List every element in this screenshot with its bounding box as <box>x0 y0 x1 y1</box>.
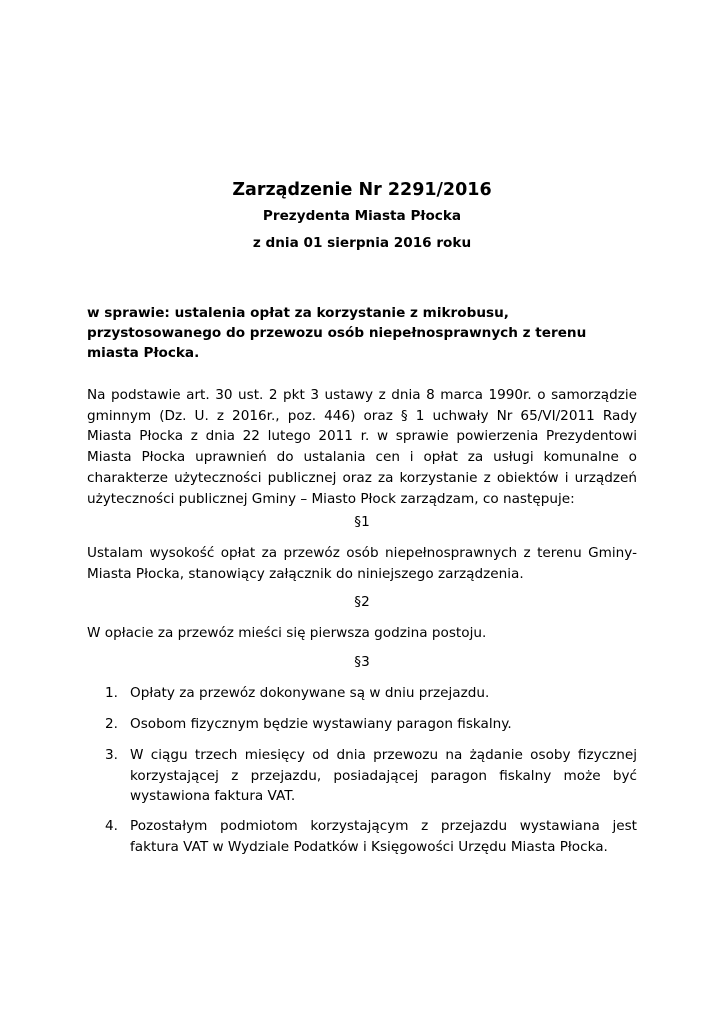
list-item <box>105 816 637 857</box>
list-item <box>105 745 637 807</box>
section-mark-2: §2 <box>354 594 370 610</box>
list-item-number: 3. <box>105 747 118 763</box>
section-1-text: Ustalam wysokość opłat za przewóz osób niepełnosprawnych z terenu Gminy-Miasta Płocka, stanowiący załącznik do niniejszego zarządzenia. <box>87 545 637 582</box>
list-item-number: 1. <box>105 685 118 701</box>
list-item-text: Pozostałym podmiotom korzystającym z przejazdu wystawiana jest faktura VAT w Wydziale Podatków i Księgowości Urzędu Miasta Płocka. <box>130 818 637 855</box>
preamble-paragraph: Na podstawie art. 30 ust. 2 pkt 3 ustawy z dnia 8 marca 1990r. o samorządzie gminnym (Dz. U. z 2016r., poz. 446) oraz § 1 uchwały Nr 65/VI/2011 Rady Miasta Płocka z dnia 22 lutego 2011 r. w sprawie powierzenia Prezydentowi Miasta Płocka uprawnień do ustalania cen i opłat za usługi komunalne o charakterze użyteczności publicznej oraz za korzystanie z obiektów i urządzeń użyteczności publicznej Gminy – Miasto Płock zarządzam, co następuje: <box>87 387 637 507</box>
list-item-number: 4. <box>105 818 118 834</box>
document-issuer: Prezydenta Miasta Płocka <box>262 208 462 224</box>
list-item-text: Osobom fizycznym będzie wystawiany paragon fiskalny. <box>130 716 512 732</box>
list-item-text: W ciągu trzech miesięcy od dnia przewozu na żądanie osoby fizycznej korzystającej z przejazdu, posiadającej paragon fiskalny może być wystawiona faktura VAT. <box>130 747 637 805</box>
list-item <box>105 683 637 704</box>
section-mark-3: §3 <box>354 654 370 670</box>
document-subject: w sprawie: ustalenia opłat za korzystanie z mikrobusu, przystosowanego do przewozu osób niepełnosprawnych z terenu miasta Płocka. <box>87 305 587 361</box>
list-item <box>105 714 637 735</box>
list-item-text: Opłaty za przewóz dokonywane są w dniu przejazdu. <box>130 685 490 701</box>
section-mark-1: §1 <box>354 514 370 530</box>
list-item-number: 2. <box>105 716 118 732</box>
document-title: Zarządzenie Nr 2291/2016 <box>232 180 492 200</box>
section-2-text: W opłacie za przewóz mieści się pierwsza godzina postoju. <box>87 625 487 641</box>
document-date: z dnia 01 sierpnia 2016 roku <box>252 235 472 251</box>
